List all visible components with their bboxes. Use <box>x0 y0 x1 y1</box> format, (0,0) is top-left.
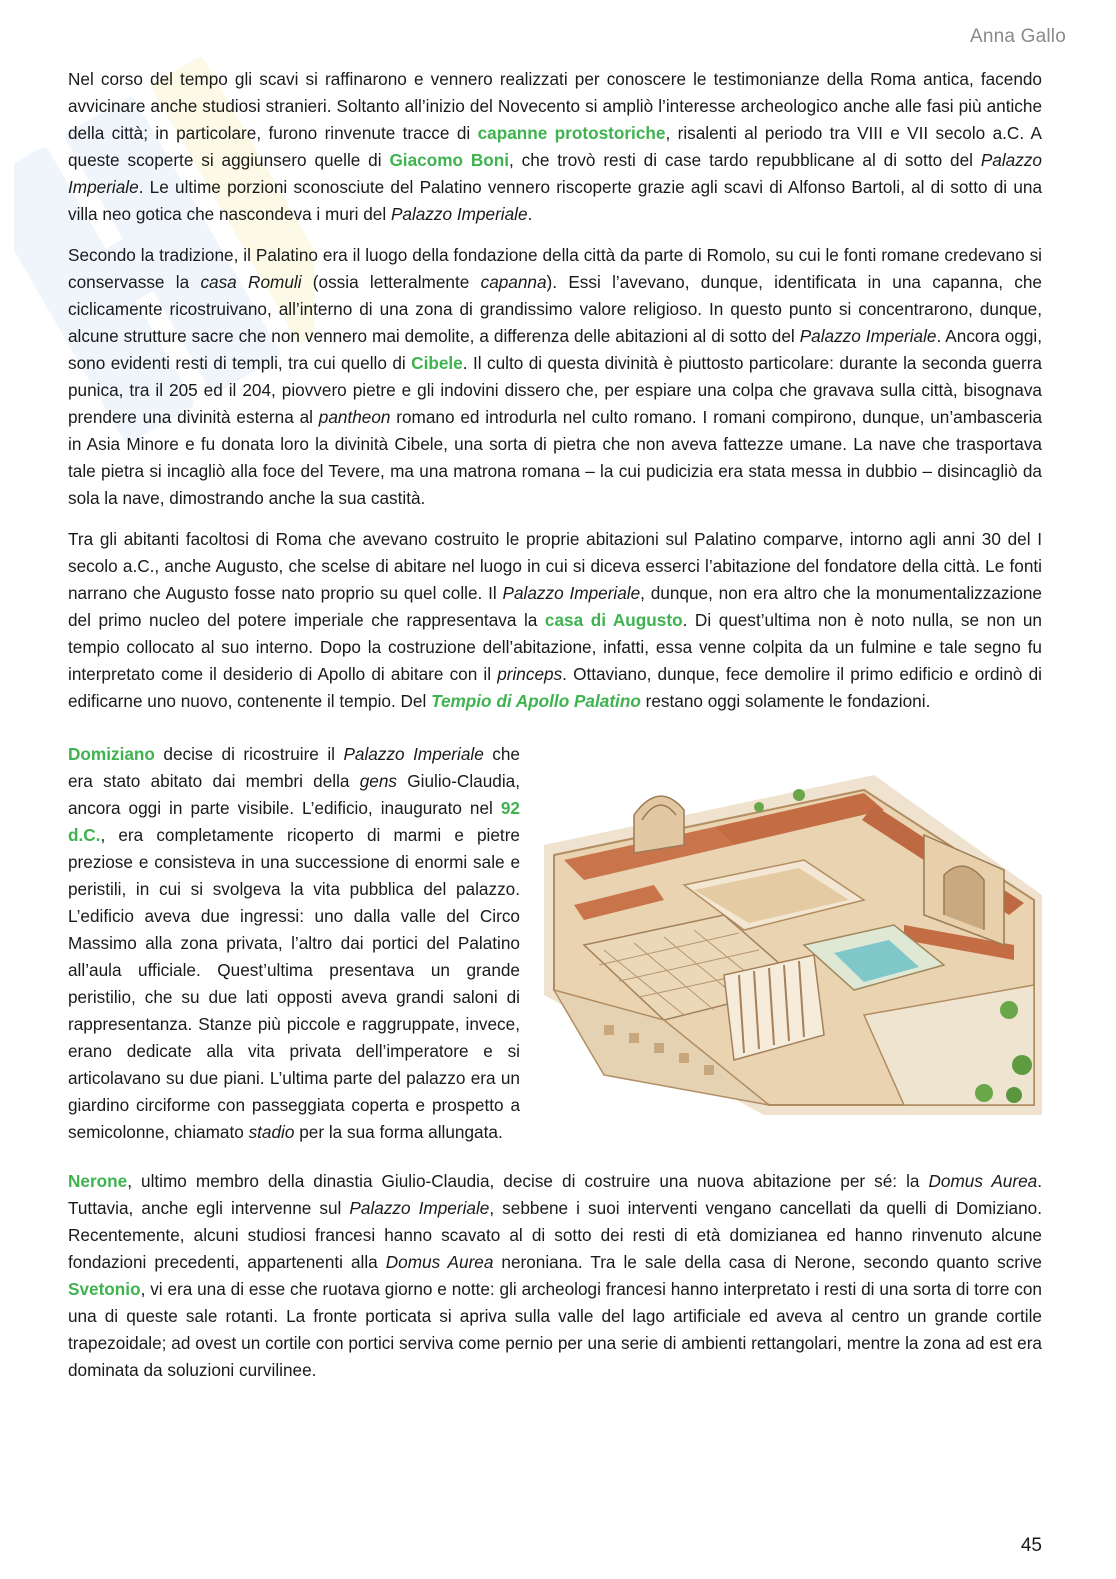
highlight-term: capanne protostoriche <box>477 123 666 143</box>
italic-term: stadio <box>248 1122 295 1142</box>
highlight-term: Svetonio <box>68 1279 141 1299</box>
page-number: 45 <box>1020 1535 1042 1556</box>
text-run: ). Essi l’avevano, dunque, identificata in una capanna, che ciclicamente ricostruivano, all’interno di una zona di grandissimo valore religioso. In questo punto si concentrarono, dunque, alcune strutture sacre che non vennero mai demolite, a differenza delle abitazioni al di sotto del <box>68 272 1042 346</box>
text-run: romano ed introdurla nel culto romano. I romani compirono, dunque, un’ambasceria in Asia Minore e fu donata loro la divinità Cibele, una sorta di pietra che non aveva fattezze umane. La nave che trasportava tale pietra si incagliò alla foce del Tevere, ma una matrona romana – la cui pudicizia era stata messa in dubbio – disincagliò da sola la nave, dimostrando anche la sua castità. <box>68 407 1043 508</box>
highlight-term: Domiziano <box>68 744 155 764</box>
text-run: . Ottaviano, dunque, fece demolire il primo edificio e ordinò di edificarne uno nuovo, contenente il tempio. Del <box>68 664 1042 711</box>
domitian-section <box>68 741 1042 1146</box>
text-run: , risalenti al periodo tra VIII e VII secolo a.C. A queste scoperte si aggiunsero quelle di <box>68 123 1042 170</box>
paragraph-nero <box>68 1168 1042 1384</box>
text-run: Giulio-Claudia, ancora oggi in parte visibile. L’edificio, inaugurato nel <box>68 771 520 818</box>
text-run: neroniana. Tra le sale della casa di Nerone, secondo quanto scrive <box>493 1252 1042 1272</box>
text-run: , era completamente ricoperto di marmi e pietre preziose e consisteva in una successione di enormi sale e peristili, in cui si svolgeva la vita pubblica del palazzo. L’edificio aveva due ingressi: uno dalla valle del Circo Massimo alla zona privata, l’altro dai portici del Palatino all’aula ufficiale. Quest’ultima presentava un grande peristilio, che su due lati opposti aveva grandi saloni di rappresentanza. Stanze più piccole e raggruppate, invece, erano dedicate alla vita privata dell’imperatore e si articolavano su due piani. L’ultima parte del palazzo era un giardino circiforme con passeggiata coperta e prospetto a semicolonne, chiamato <box>68 825 520 1142</box>
italic-term: pantheon <box>318 407 391 427</box>
text-run: . Tuttavia, anche egli intervenne sul <box>68 1171 1042 1218</box>
italic-term: Palazzo Imperiale <box>68 150 1042 197</box>
paragraph-augustus <box>68 526 1042 715</box>
italic-term: princeps <box>497 664 563 684</box>
text-run: . Ancora oggi, sono evidenti resti di templi, tra cui quello di <box>68 326 1042 373</box>
italic-term: capanna <box>480 272 547 292</box>
page-content <box>68 66 1042 1398</box>
text-run: Tra gli abitanti facoltosi di Roma che avevano costruito le proprie abitazioni sul Palatino comparve, intorno agli anni 30 del I secolo a.C., anche Augusto, che scelse di abitare nel luogo in cui si diceva esserci l’abitazione del fondatore della città. Le fonti narrano che Augusto fosse nato proprio su quel colle. Il <box>68 529 1042 603</box>
text-run: (ossia letteralmente <box>301 272 481 292</box>
text-run: per la sua forma allungata. <box>294 1122 503 1142</box>
italic-term: Palazzo Imperiale <box>799 326 937 346</box>
text-run: decise di ricostruire il <box>154 744 344 764</box>
highlight-term: Cibele <box>411 353 463 373</box>
italic-term: Palazzo Imperiale <box>349 1198 490 1218</box>
text-run: Nel corso del tempo gli scavi si raffinarono e vennero realizzati per conoscere le testimonianze della Roma antica, facendo avvicinare anche studiosi stranieri. Soltanto all’inizio del Novecento si ampliò l’interesse archeologico anche alle fasi più antiche della città; in particolare, furono rinvenute tracce di <box>68 69 1042 143</box>
italic-term: Palazzo Imperiale <box>343 744 484 764</box>
text-run: . <box>527 204 533 224</box>
italic-term: Palazzo Imperiale <box>502 583 641 603</box>
highlight-term: casa di Augusto <box>544 610 683 630</box>
italic-term: Palazzo Imperiale <box>390 204 528 224</box>
palace-reconstruction-illustration <box>544 775 1042 1115</box>
text-run: . Le ultime porzioni sconosciute del Palatino vennero riscoperte grazie agli scavi di Alfonso Bartoli, al di sotto di una villa neo gotica che nascondeva i muri del <box>68 177 1042 224</box>
text-run: . Di quest’ultima non è noto nulla, se non un tempio collocato al suo interno. Dopo la costruzione dell’abitazione, infatti, essa venne colpita da un fulmine e tale segno fu interpretato come il desiderio di Apollo di abitare con il <box>68 610 1042 684</box>
text-run: , dunque, non era altro che la monumentalizzazione del primo nucleo del potere imperiale che rappresentava la <box>68 583 1042 630</box>
italic-term: Domus Aurea <box>928 1171 1038 1191</box>
italic-term: gens <box>359 771 398 791</box>
paragraph-excavations <box>68 66 1042 228</box>
highlight-term: 92 d.C. <box>68 798 520 845</box>
italic-term: casa Romuli <box>200 272 302 292</box>
text-run: , ultimo membro della dinastia Giulio-Claudia, decise di costruire una nuova abitazione per sé: la <box>127 1171 929 1191</box>
text-run: , vi era una di esse che ruotava giorno e notte: gli archeologi francesi hanno interpretato i resti di una sorta di torre con una di queste sale rotanti. La fronte porticata si apriva sulla valle del lago artificiale ed aveva al centro un grande cortile trapezoidale; ad ovest un cortile con portici serviva come pernio per una serie di ambienti rettangolari, mentre la zona ad est era dominata da soluzioni curvilinee. <box>68 1279 1042 1380</box>
text-run: che era stato abitato dai membri della <box>68 744 520 791</box>
paragraph-domitian <box>68 741 520 1146</box>
paragraph-tradition <box>68 242 1042 512</box>
palace-illustration-svg <box>544 775 1042 1115</box>
highlight-term: Nerone <box>68 1171 128 1191</box>
text-run: , che trovò resti di case tardo repubblicane al di sotto del <box>509 150 981 170</box>
text-run: Secondo la tradizione, il Palatino era il luogo della fondazione della città da parte di Romolo, su cui le fonti romane credevano si conservasse la <box>68 245 1042 292</box>
text-run: . Il culto di questa divinità è piuttosto particolare: durante la seconda guerra punica, tra il 205 ed il 204, piovvero pietre e gli indovini dissero che, per espiare una colpa che gravava sulla città, bisognava prendere una divinità esterna al <box>68 353 1042 427</box>
text-run: , sebbene i suoi interventi vengano cancellati da quelli di Domiziano. Recentemente, alcuni studiosi francesi hanno scavato al di sotto dei resti di età domizianea ed hanno rinvenuto alcune fondazioni precedenti, appartenenti alla <box>68 1198 1042 1272</box>
text-run: restano oggi solamente le fondazioni. <box>640 691 931 711</box>
highlight-term: Tempio di Apollo Palatino <box>431 691 641 711</box>
italic-term: Domus Aurea <box>385 1252 494 1272</box>
highlight-term: Giacomo Boni <box>389 150 510 170</box>
author-name: Anna Gallo <box>969 26 1066 47</box>
domitian-text-column <box>68 741 520 1146</box>
